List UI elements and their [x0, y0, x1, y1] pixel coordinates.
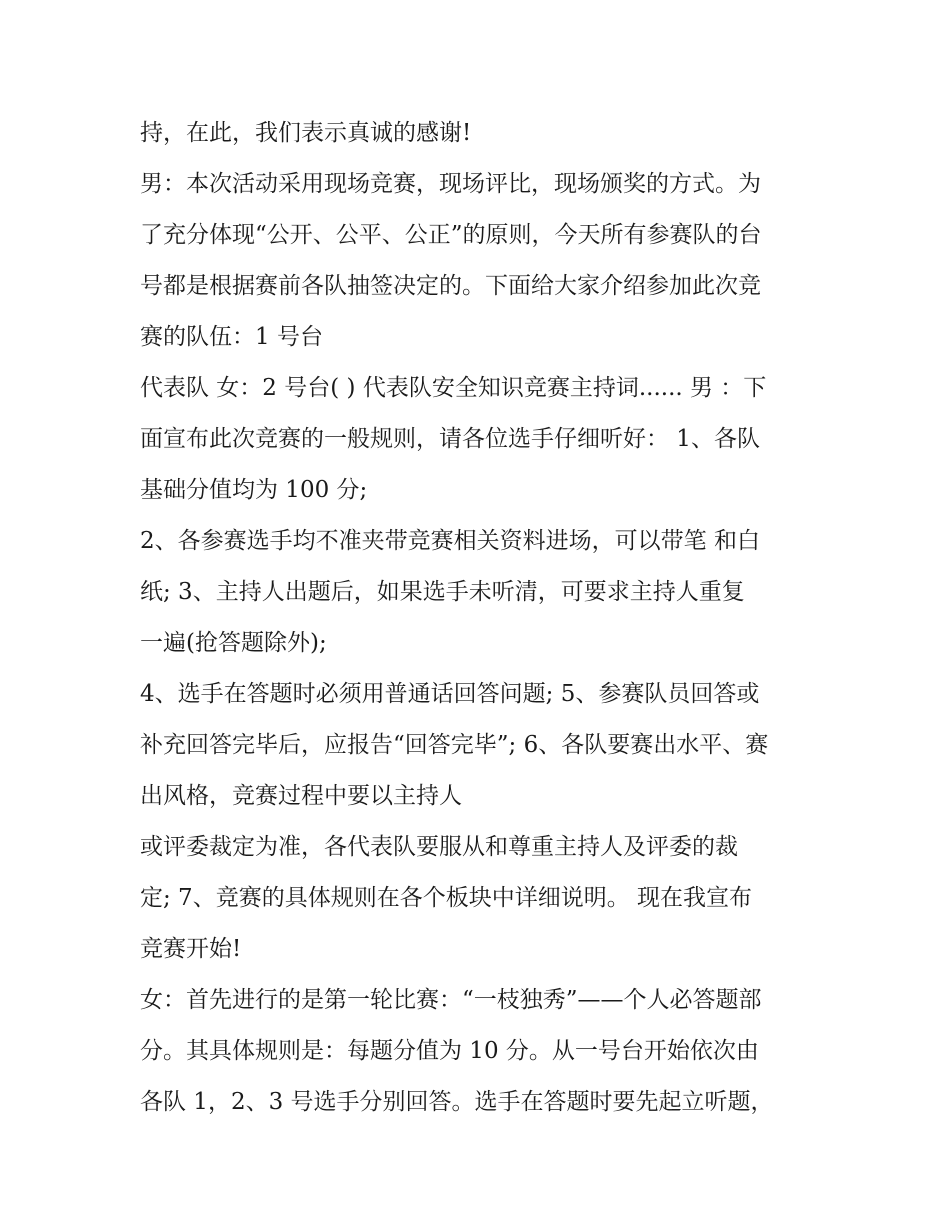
text-line: 竞赛开始! [140, 936, 242, 962]
text-line: 面宣布此次竞赛的一般规则，请各位选手仔细听好： 1、各队 [140, 426, 760, 452]
text-line: 补充回答完毕后，应报告“回答完毕”; 6、各队要赛出水平、赛 [140, 732, 769, 758]
text-line: 了充分体现“公开、公平、公正”的原则，今天所有参赛队的台 [140, 222, 762, 248]
text-line: 赛的队伍：1 号台 [140, 324, 323, 350]
text-line: 分。其具体规则是：每题分值为 10 分。从一号台开始依次由 [140, 1038, 759, 1064]
text-line: 4、选手在答题时必须用普通话回答问题; 5、参赛队员回答或 [140, 681, 760, 707]
text-line: 纸; 3、主持人出题后，如果选手未听清，可要求主持人重复 [140, 579, 745, 605]
body-text [140, 108, 830, 1128]
text-line: 代表队 女：2 号台( ) 代表队安全知识竞赛主持词...... 男 ：下 [140, 375, 767, 401]
text-line: 男：本次活动采用现场竞赛，现场评比，现场颁奖的方式。为 [140, 171, 761, 197]
text-line: 定; 7、竞赛的具体规则在各个板块中详细说明。 现在我宣布 [140, 885, 753, 911]
text-line: 或评委裁定为准，各代表队要服从和尊重主持人及评委的裁 [140, 834, 738, 860]
text-line: 出风格，竞赛过程中要以主持人 [140, 783, 462, 809]
text-line: 2、各参赛选手均不准夹带竞赛相关资料进场，可以带笔 和白 [140, 528, 760, 554]
text-line: 各队 1，2、3 号选手分别回答。选手在答题时要先起立听题， [140, 1089, 774, 1115]
text-line: 号都是根据赛前各队抽签决定的。下面给大家介绍参加此次竞 [140, 273, 761, 299]
text-line: 女：首先进行的是第一轮比赛：“一枝独秀”——个人必答题部 [140, 987, 762, 1013]
text-line: 基础分值均为 100 分; [140, 477, 368, 503]
text-line: 一遍(抢答题除外); [140, 630, 327, 656]
text-line: 持，在此，我们表示真诚的感谢! [140, 120, 472, 146]
